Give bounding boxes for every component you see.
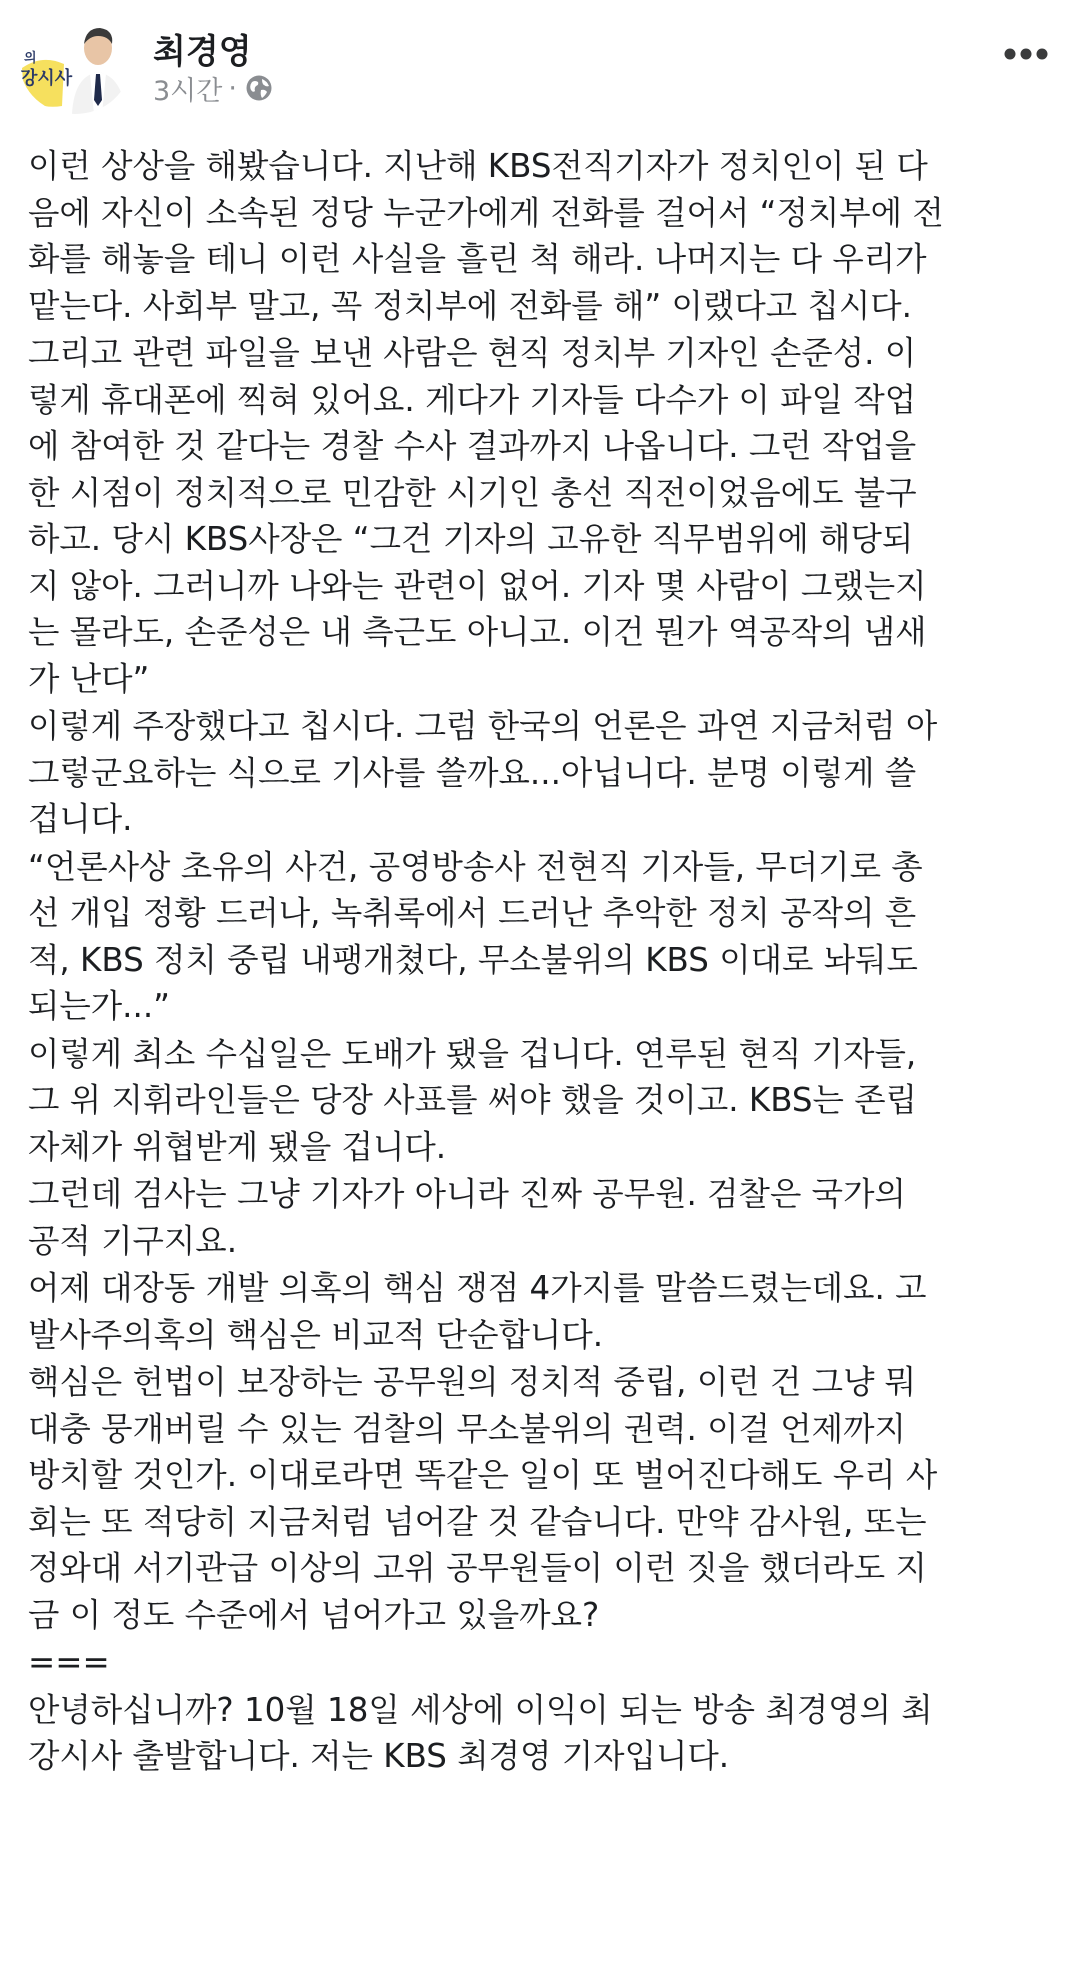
post-paragraph: 이런 상상을 해봤습니다. 지난해 KBS전직기자가 정치인이 된 다 음에 자신이 소속된 정당 누군가에게 전화를 걸어서 “정치부에 전 화를 해놓을 테니 이런 사실을 흘린 척 해라. 나머지는 다 우리가 맡는다. 사회부 말고, 꼭 정치부에 전화를 해” 이랬다고 칩시다.: [28, 147, 944, 325]
post-text: [28, 143, 1068, 1780]
globe-icon[interactable]: [245, 74, 273, 102]
post-paragraph: 그리고 관련 파일을 보낸 사람은 현직 정치부 기자인 손준성. 이 렇게 휴대폰에 찍혀 있어요. 게다가 기자들 다수가 이 파일 작업 에 참여한 것 같다는 경찰 수사 결과까지 나옵니다. 그런 작업을 한 시점이 정치적으로 민감한 시기인 총선 직전이었음에도 불구 하고. 당시 KBS사장은 “그건 기자의 고유한 직무범위에 해당되 지 않아. 그러니까 나와는 관련이 없어. 기자 몇 사람이 그랬는지 는 몰라도, 손준성은 내 측근도 아니고. 이건 뭔가 역공작의 냄새 가 난다”: [28, 334, 927, 698]
post-divider: ===: [28, 1643, 110, 1681]
post-paragraph: “언론사상 초유의 사건, 공영방송사 전현직 기자들, 무더기로 총 선 개입 정황 드러나, 녹취록에서 드러난 추악한 정치 공작의 흔 적, KBS 정치 중립 내팽개쳤다, 무소불위의 KBS 이대로 놔둬도 되는가...”: [28, 847, 923, 1025]
avatar-image: [20, 14, 130, 114]
post-paragraph: 안녕하십니까? 10월 18일 세상에 이익이 되는 방송 최경영의 최 강시사 출발합니다. 저는 KBS 최경영 기자입니다.: [28, 1690, 933, 1775]
avatar-badge-line1: 의: [24, 51, 37, 66]
post-paragraph: 핵심은 헌법이 보장하는 공무원의 정치적 중립, 이런 건 그냥 뭐 대충 뭉개버릴 수 있는 검찰의 무소불위의 권력. 이걸 언제까지 방치할 것인가. 이대로라면 똑같은 일이 또 벌어진다해도 우리 사 회는 또 적당히 지금처럼 넘어갈 것 같습니다. 만약 감사원, 또는 정와대 서기관급 이상의 고위 공무원들이 이런 짓을 했더라도 지 금 이 정도 수준에서 넘어가고 있을까요?: [28, 1363, 938, 1634]
more-options-icon: [996, 34, 1056, 74]
more-options-button[interactable]: [996, 34, 1056, 74]
meta-separator: ·: [228, 72, 237, 104]
post-header: [0, 0, 1080, 130]
post-paragraph: 이렇게 주장했다고 칩시다. 그럼 한국의 언론은 과연 지금처럼 아 그렇군요하는 식으로 기사를 쓸까요...아닙니다. 분명 이렇게 쓸 겁니다.: [28, 707, 938, 838]
post-paragraph: 그런데 검사는 그냥 기자가 아니라 진짜 공무원. 검찰은 국가의 공적 기구지요.: [28, 1175, 906, 1260]
post-timestamp[interactable]: 3시간: [153, 75, 223, 107]
avatar[interactable]: [20, 14, 130, 114]
post-paragraph: 어제 대장동 개발 의혹의 핵심 쟁점 4가지를 말씀드렸는데요. 고 발사주의혹의 핵심은 비교적 단순합니다.: [28, 1269, 927, 1354]
avatar-badge-line2: 강시사: [20, 68, 73, 89]
post-paragraph: 이렇게 최소 수십일은 도배가 됐을 겁니다. 연루된 현직 기자들, 그 위 지휘라인들은 당장 사표를 써야 했을 것이고. KBS는 존립 자체가 위협받게 됐을 겁니다.: [28, 1034, 918, 1166]
post-meta: [153, 72, 273, 107]
author-name[interactable]: 최경영: [153, 32, 252, 72]
